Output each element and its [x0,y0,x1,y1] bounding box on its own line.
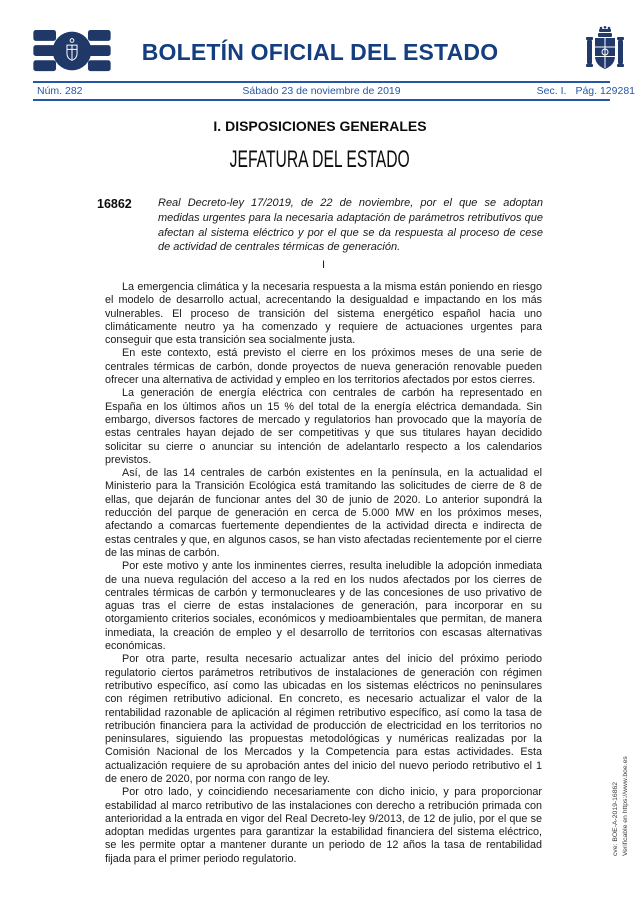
paragraph: La generación de energía eléctrica con centrales de carbón ha representado en España en los últimos años un 15 % del total de la energía eléctrica demandada. Sin embargo, diversos factores de mercado y regulatorios han provocado que la mayoría de estas centrales hayan dejado de ser competitivas y que sus titulares hayan decidido solicitar su cierre o anunciar su intención de adelantarlo respecto a los calendarios previstos. [105,387,542,466]
section-label: Sec. I. [536,85,567,97]
body-paragraphs [105,281,542,866]
verification-note: Verificable en https://www.boe.es [621,756,629,856]
page-number: Pág. 129281 [575,85,635,97]
header-meta-row [33,85,635,98]
header-rule-top [33,81,610,83]
department-heading [0,146,640,174]
paragraph: Así, de las 14 centrales de carbón existentes en la península, en la actualidad el Ministerio para la Transición Ecológica está tramitando las solicitudes de cierre de 8 de ellas, que dejarán de funcionar antes del 30 de junio de 2020. Lo anterior supondrá la reducción del parque de generación en cerca de 5.000 MW en los próximos meses, afectando a comarcas fuertemente dependientes de la actividad directa e indirecta de estas centrales y que, en algunos casos, se han visto afectadas recientemente por el cierre de las minas de carbón. [105,467,542,559]
paragraph: Por otra parte, resulta necesario actualizar antes del inicio del próximo periodo regulatorio ciertos parámetros retributivos de instalaciones de generación con régimen retributivo específico, así como las ubicadas en los sistemas eléctricos no peninsulares con régimen retributivo adicional. En concreto, es necesario actualizar el valor de la rentabilidad razonable de aplicación al régimen retributivo específico, así como la tasa de retribución financiera para la actividad de producción de electricidad en los territorios no peninsulares, siguiendo las propuestas metodológicas y numéricas realizadas por la Comisión Nacional de los Mercados y la Competencia para estas actividades. Esta actualización requiere de su aprobación antes del inicio del nuevo periodo retributivo el 1 de enero de 2020, por norma con rango de ley. [105,653,542,785]
verification-strip [611,738,630,856]
gazette-item-heading [97,196,543,255]
paragraph: Por otro lado, y coincidiendo necesariamente con dicho inicio, y para proporcionar estabilidad al marco retributivo de las instalaciones con derecho a retribución primada con anterioridad a la entrada en vigor del Real Decreto-ley 9/2013, de 12 de julio, por el que se adoptan medidas urgentes para garantizar la estabilidad financiera del sistema eléctrico, se les permite optar a mantener durante un periodo de 12 años la tasa de rentabilidad fijada para el primer periodo regulatorio. [105,786,542,865]
spain-coat-of-arms-icon [585,26,625,78]
cve-code: cve: BOE-A-2019-16862 [612,781,619,856]
header-rule-bottom [33,99,610,101]
section-page-info [537,85,635,97]
item-summary: Real Decreto-ley 17/2019, de 22 de noviembre, por el que se adoptan medidas urgentes para la necesaria adaptación de parámetros retributivos que afectan al sistema eléctrico y por el que se da respuesta al proceso de cese de actividad de centrales térmicas de generación. [158,197,543,254]
paragraph: Por este motivo y ante los inminentes cierres, resulta ineludible la adopción inmediata de una nueva regulación del acceso a la red en los nudos afectados por los cierres de centrales térmicas de carbón y termonucleares y de las concesiones de uso privativo de aguas tras el cierre de estas instalaciones de generación, para incorporar en su otorgamiento criterios sociales, económicos y medioambientales que permitan, de manera inmediata, la creación de empleo y el desarrollo de territorios con escasas alternativas económicas. [105,560,542,653]
part-numeral: I [321,259,326,271]
paragraph: La emergencia climática y la necesaria respuesta a la misma están poniendo en riesgo el modelo de desarrollo actual, acrecentando la desigualdad e impactando en los más vulnerables. El proceso de transición del sistema energético español hacia uno climáticamente neutro ya ha comenzado y requiere de actuaciones urgentes para conseguir que esta transición sea socialmente justa. [105,281,542,347]
item-number: 16862 [97,197,132,211]
section-heading: I. DISPOSICIONES GENERALES [213,118,427,134]
paragraph: En este contexto, está previsto el cierre en los próximos meses de una serie de centrales térmicas de carbón, donde proyectos de nueva generación renovable pueden ofrecer una alternativa de actividad y empleo en los territorios afectados por estos cierres. [105,347,542,387]
issue-number: Núm. 282 [37,85,83,97]
issue-date: Sábado 23 de noviembre de 2019 [242,85,401,97]
masthead-title: BOLETÍN OFICIAL DEL ESTADO [141,39,499,65]
department-heading-text: JEFATURA DEL ESTADO [229,146,411,173]
